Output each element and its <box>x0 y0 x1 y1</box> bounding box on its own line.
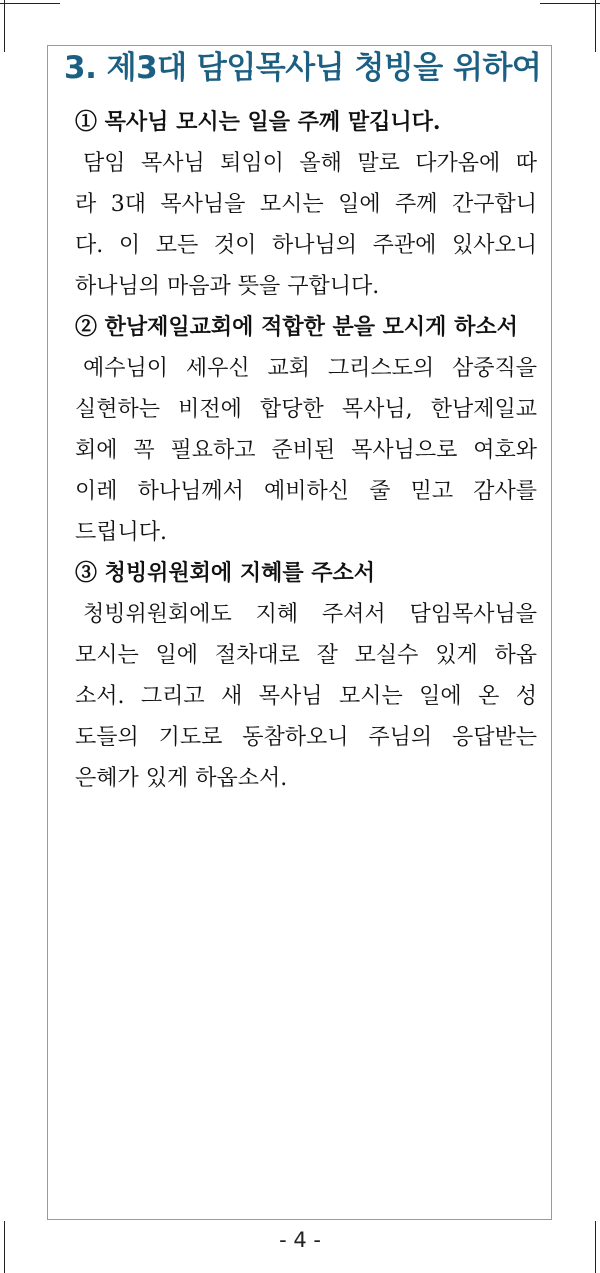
item-2-body-line: 드립니다. <box>75 520 168 545</box>
item-1-body-line: 다. 이 모든 것이 하나님의 주관에 있사오니 <box>75 233 537 258</box>
page-number: - 4 - <box>279 1228 321 1252</box>
section-title: 3. 제3대 담임목사님 청빙을 위하여 <box>64 50 542 86</box>
item-2-body-line: 회에 꼭 필요하고 준비된 목사님으로 여호와 <box>75 438 537 463</box>
crop-mark-top-right-vertical <box>595 0 596 52</box>
item-3-body-line: 모시는 일에 절차대로 잘 모실수 있게 하옵 <box>75 643 537 668</box>
item-1-body-line: 라 3대 목사님을 모시는 일에 주께 간구합니 <box>75 192 537 217</box>
item-3-body-line: 청빙위원회에도 지혜 주셔서 담임목사님을 <box>83 602 537 627</box>
item-2-heading: ② 한남제일교회에 적합한 분을 모시게 하소서 <box>75 314 518 340</box>
crop-mark-top-left-vertical <box>4 0 5 52</box>
crop-mark-top-left-horizontal <box>0 3 60 4</box>
item-3-body-line: 소서. 그리고 새 목사님 모시는 일에 온 성 <box>75 684 537 709</box>
item-3-body-line: 도들의 기도로 동참하오니 주님의 응답받는 <box>75 725 537 750</box>
item-3-body-line: 은혜가 있게 하옵소서. <box>75 766 288 791</box>
item-1-heading: ① 목사님 모시는 일을 주께 맡깁니다. <box>75 109 441 135</box>
crop-mark-top-right-horizontal <box>540 3 600 4</box>
item-1-body-line: 하나님의 마음과 뜻을 구합니다. <box>75 274 380 299</box>
item-2-body-line: 예수님이 세우신 교회 그리스도의 삼중직을 <box>83 356 537 381</box>
item-2-body-line: 이레 하나님께서 예비하신 줄 믿고 감사를 <box>75 479 537 504</box>
item-3-heading: ③ 청빙위원회에 지혜를 주소서 <box>75 560 376 586</box>
item-2-body-line: 실현하는 비전에 합당한 목사님, 한남제일교 <box>75 397 537 422</box>
prayer-list <box>75 102 537 799</box>
item-1-body-line: 담임 목사님 퇴임이 올해 말로 다가옴에 따 <box>83 151 537 176</box>
